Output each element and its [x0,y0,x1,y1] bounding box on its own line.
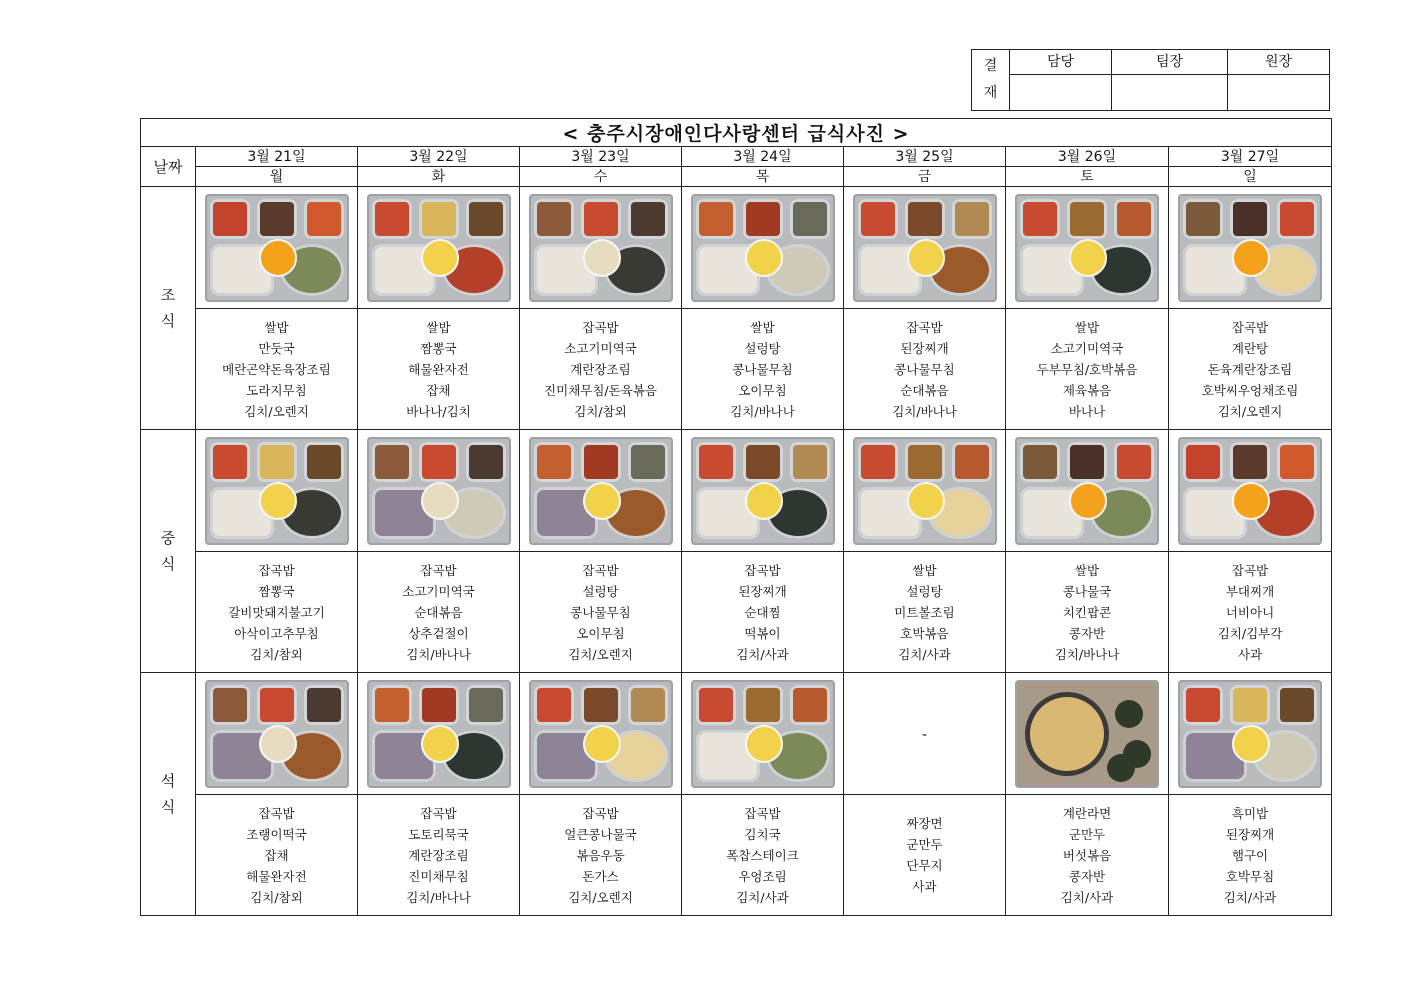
menu-cell [682,309,844,430]
side-dish [1020,442,1060,482]
menu-item: 사과 [1237,646,1263,662]
menu-item: 김치/참외 [250,646,303,662]
menu-item: 계란라면 [1062,805,1112,821]
side-dish [466,685,506,725]
menu-item: 김치/사과 [1223,889,1277,905]
menu-item: 아삭이고추무침 [234,625,319,641]
meal-photo [1015,194,1159,302]
meal-photo-cell [682,430,844,552]
menu-item: 사과 [912,879,937,894]
dessert [745,482,783,520]
side-dish [628,685,668,725]
side-dish [743,685,783,725]
approval-box [971,49,1330,111]
meal-photo-cell [682,187,844,309]
menu-item: 볶음우동 [576,847,625,863]
menu-item: 순대볶음 [900,382,949,398]
side-dish [858,442,898,482]
side-dish [419,685,459,725]
menu-cell [1169,552,1332,673]
menu-item: 쌀밥 [750,319,775,335]
menu-cell [520,309,682,430]
menu-item: 콩자반 [1068,868,1106,884]
meal-photo [529,194,673,302]
menu-item: 우엉조림 [738,868,787,884]
day-date: 3월 24일 [682,147,844,167]
menu-item: 잡곡밥 [582,319,619,335]
meal-photo-cell [196,187,358,309]
menu-item: 잡곡밥 [582,805,619,821]
meal-photo-table [140,118,1332,916]
menu-item: 소고기미역국 [402,583,475,599]
side-dish [1020,199,1060,239]
menu-item: 쌀밥 [1074,562,1100,578]
meal-photo [205,194,349,302]
menu-item: 콩자반 [1068,625,1106,641]
meal-photo [529,680,673,788]
menu-item: 잡곡밥 [420,562,457,578]
side-dish [466,199,506,239]
side-dish [534,442,574,482]
menu-item: 짬뽕국 [258,583,295,599]
meal-photo [691,437,835,545]
meal-label: 석 식 [141,673,196,916]
menu-item: 돈육계란장조림 [1207,361,1293,377]
meal-photo-cell [1169,673,1332,795]
side-dish [1277,199,1317,239]
side-dish [210,685,250,725]
meal-photo-cell [1169,187,1332,309]
approval-role-director: 원장 [1228,50,1330,75]
menu-item: 김치국 [744,826,781,842]
noodle-bowl [1025,692,1109,776]
menu-cell [844,309,1006,430]
menu-item: 군만두 [1068,826,1106,842]
menu-item: 해물완자전 [246,868,307,884]
menu-item: 잡곡밥 [906,319,943,335]
menu-item: 설렁탕 [744,340,781,356]
meal-label: 조 식 [141,187,196,430]
day-date: 3월 26일 [1006,147,1169,167]
menu-item: 잡곡밥 [744,805,781,821]
approval-sign-staff [1010,75,1112,111]
day-date: 3월 21일 [196,147,358,167]
menu-item: 미트볼조림 [894,604,955,620]
dessert [421,725,459,763]
dessert [421,239,459,277]
menu-item: 된장찌개 [1225,826,1275,842]
day-date: 3월 27일 [1169,147,1332,167]
menu-item: 진미채무침 [408,868,469,884]
menu-item: 김치/김부각 [1217,625,1283,641]
menu-item: 잡곡밥 [258,805,295,821]
menu-item: 쌀밥 [264,319,289,335]
side-dish [1115,700,1143,728]
side-dish [696,685,736,725]
meal-photo-cell [844,673,1006,795]
side-dish [743,442,783,482]
menu-item: 호박씨우엉채조림 [1201,382,1299,398]
menu-item: 만둣국 [258,340,295,356]
menu-item: 오이무침 [738,382,787,398]
menu-item: 짜장면 [906,816,943,831]
menu-item: 소고기미역국 [564,340,637,356]
meal-label: 중 식 [141,430,196,673]
menu-cell [358,795,520,916]
meal-photo-cell [196,673,358,795]
menu-item: 된장찌개 [900,340,949,356]
menu-item: 버섯볶음 [1062,847,1112,863]
menu-item: 김치/오렌지 [568,646,633,662]
menu-item: 상추겉절이 [408,625,469,641]
dessert [1232,725,1270,763]
side-dish [466,442,506,482]
menu-cell [1169,309,1332,430]
menu-item: 콩나물무침 [894,361,955,377]
menu-item: 김치/오렌지 [1217,403,1283,419]
side-dish [1114,199,1154,239]
menu-item: 설렁탕 [906,583,943,599]
menu-item: 단무지 [906,858,943,873]
menu-cell [520,795,682,916]
side-dish [257,685,297,725]
menu-item: 김치/오렌지 [568,889,633,905]
side-dish [858,199,898,239]
meal-photo-cell [682,673,844,795]
menu-item: 김치/사과 [736,646,789,662]
meal-photo-cell [358,673,520,795]
side-dish [581,685,621,725]
meal-photo [205,437,349,545]
meal-photo-cell [520,673,682,795]
meal-photo [1178,437,1322,545]
side-dish [581,442,621,482]
menu-item: 흑미밥 [1231,805,1269,821]
dessert [583,482,621,520]
menu-item: 쌀밥 [912,562,937,578]
side-dish [1183,685,1223,725]
day-date: 3월 23일 [520,147,682,167]
side-dish [581,199,621,239]
menu-item: 바나나 [1068,403,1106,419]
menu-item: 잡곡밥 [420,805,457,821]
menu-item: 잡곡밥 [582,562,619,578]
menu-item: 콩나물무침 [570,604,631,620]
side-dish [1230,442,1270,482]
menu-item: 잡채 [264,847,289,863]
side-dish [1230,199,1270,239]
side-dish [1230,685,1270,725]
menu-item: 조랭이떡국 [246,826,307,842]
menu-item: 부대찌개 [1225,583,1275,599]
meal-photo-cell [196,430,358,552]
side-dish [534,685,574,725]
menu-cell [682,552,844,673]
side-dish [1067,199,1107,239]
meal-photo [529,437,673,545]
meal-photo [367,194,511,302]
side-dish [1067,442,1107,482]
side-dish [1183,199,1223,239]
meal-photo-cell [844,187,1006,309]
menu-item: 얼큰콩나물국 [564,826,637,842]
side-dish [304,442,344,482]
menu-item: 잡곡밥 [1231,319,1269,335]
side-dish [1114,442,1154,482]
side-dish [257,442,297,482]
dessert [745,725,783,763]
menu-item: 계란장조림 [408,847,469,863]
menu-item: 김치/사과 [898,646,951,662]
menu-item: 오이무침 [576,625,625,641]
side-dish [952,442,992,482]
meal-photo-cell [844,430,1006,552]
menu-cell [1006,309,1169,430]
dessert [1232,239,1270,277]
dessert [259,482,297,520]
menu-item: 바나나/김치 [406,403,471,419]
side-dish [628,199,668,239]
menu-item: 김치/참외 [574,403,627,419]
menu-item: 콩나물무침 [732,361,793,377]
day-date: 3월 25일 [844,147,1006,167]
menu-item: 잡곡밥 [744,562,781,578]
menu-item: 김치/바나나 [730,403,795,419]
side-dish [905,199,945,239]
menu-item: 쌀밥 [1074,319,1100,335]
meal-photo-cell [1006,187,1169,309]
dessert [1069,482,1107,520]
meal-photo [853,437,997,545]
day-date: 3월 22일 [358,147,520,167]
meal-photo [1178,194,1322,302]
menu-cell [520,552,682,673]
side-dish [304,685,344,725]
menu-item: 잡채 [426,382,451,398]
day-weekday: 화 [358,167,520,187]
menu-item: 김치/바나나 [892,403,957,419]
menu-item: 메란곤약돈육장조림 [222,361,331,377]
menu-cell [844,552,1006,673]
menu-item: 두부무침/호박볶음 [1036,361,1138,377]
menu-item: 진미채무침/돈육볶음 [544,382,657,398]
menu-item: 된장찌개 [738,583,787,599]
menu-item: 호박볶음 [900,625,949,641]
side-dish [1277,442,1317,482]
menu-item: 계란장조림 [570,361,631,377]
dessert [907,239,945,277]
menu-cell [1006,795,1169,916]
meal-photo-cell [1169,430,1332,552]
day-weekday: 월 [196,167,358,187]
meal-photo [691,194,835,302]
menu-cell [1169,795,1332,916]
approval-role-team-lead: 팀장 [1112,50,1228,75]
meal-photo-cell [358,187,520,309]
meal-photo [367,437,511,545]
side-dish [696,199,736,239]
side-dish [372,199,412,239]
menu-item: 짬뽕국 [420,340,457,356]
menu-item: 너비아니 [1225,604,1275,620]
menu-item: 호박무침 [1225,868,1275,884]
dessert [907,482,945,520]
meal-photo [691,680,835,788]
menu-cell [196,309,358,430]
side-dish [1183,442,1223,482]
dessert [745,239,783,277]
meal-photo [1015,437,1159,545]
menu-item: 쌀밥 [426,319,451,335]
day-weekday: 일 [1169,167,1332,187]
side-dish [372,442,412,482]
day-weekday: 토 [1006,167,1169,187]
meal-photo [853,194,997,302]
side-dish [372,685,412,725]
side-dish [210,442,250,482]
side-dish [304,199,344,239]
day-weekday: 수 [520,167,682,187]
approval-sign-team-lead [1112,75,1228,111]
meal-photo [1178,680,1322,788]
menu-cell [682,795,844,916]
day-weekday: 금 [844,167,1006,187]
menu-cell [358,552,520,673]
menu-item: 갈비맛돼지불고기 [228,604,325,620]
approval-role-staff: 담당 [1010,50,1112,75]
meal-photo-cell [1006,430,1169,552]
menu-item: 돈가스 [582,868,619,884]
meal-photo-cell [520,187,682,309]
approval-sign-director [1228,75,1330,111]
menu-cell [358,309,520,430]
menu-cell [1006,552,1169,673]
menu-item: 김치/참외 [250,889,303,905]
no-photo-mark: - [921,727,928,743]
side-dish [952,199,992,239]
menu-cell [196,552,358,673]
menu-item: 떡볶이 [744,625,781,641]
menu-item: 김치/바나나 [1054,646,1120,662]
menu-item: 콩나물국 [1062,583,1112,599]
menu-item: 설렁탕 [582,583,619,599]
menu-item: 김치/오렌지 [244,403,309,419]
meal-photo-cell [520,430,682,552]
menu-item: 잡곡밥 [258,562,295,578]
menu-item: 김치/사과 [1060,889,1114,905]
side-dish [905,442,945,482]
meal-photo-cell [358,430,520,552]
dessert [421,482,459,520]
dessert [1069,239,1107,277]
dessert [583,725,621,763]
side-dish [790,685,830,725]
dessert [1232,482,1270,520]
side-dish [419,199,459,239]
menu-item: 치킨팝콘 [1062,604,1112,620]
menu-item: 도라지무침 [246,382,307,398]
side-dish [419,442,459,482]
menu-item: 순대볶음 [414,604,463,620]
side-dish [1277,685,1317,725]
side-dish [534,199,574,239]
dessert [259,239,297,277]
approval-label: 결 재 [972,50,1010,111]
menu-item: 잡곡밥 [1231,562,1269,578]
menu-item: 군만두 [906,837,943,852]
dessert [583,239,621,277]
menu-item: 폭찹스테이크 [726,847,799,863]
menu-item: 소고기미역국 [1050,340,1124,356]
meal-photo-cell [1006,673,1169,795]
dessert [259,725,297,763]
date-label: 날짜 [141,147,196,187]
menu-item: 김치/사과 [736,889,789,905]
menu-item: 김치/바나나 [406,646,471,662]
side-dish [696,442,736,482]
menu-cell [196,795,358,916]
meal-photo [1015,680,1159,788]
menu-item: 도토리묵국 [408,826,469,842]
side-dish [628,442,668,482]
side-dish [743,199,783,239]
menu-item: 햄구이 [1231,847,1269,863]
side-dish [257,199,297,239]
menu-cell [844,795,1006,916]
page-title: < 충주시장애인다사랑센터 급식사진 > [141,119,1332,147]
meal-photo [205,680,349,788]
menu-item: 계란탕 [1231,340,1269,356]
menu-item: 해물완자전 [408,361,469,377]
day-weekday: 목 [682,167,844,187]
menu-item: 김치/바나나 [406,889,471,905]
meal-photo [367,680,511,788]
side-dish [1107,754,1135,782]
menu-item: 제육볶음 [1062,382,1112,398]
side-dish [210,199,250,239]
side-dish [790,442,830,482]
menu-item: 순대찜 [744,604,781,620]
side-dish [790,199,830,239]
